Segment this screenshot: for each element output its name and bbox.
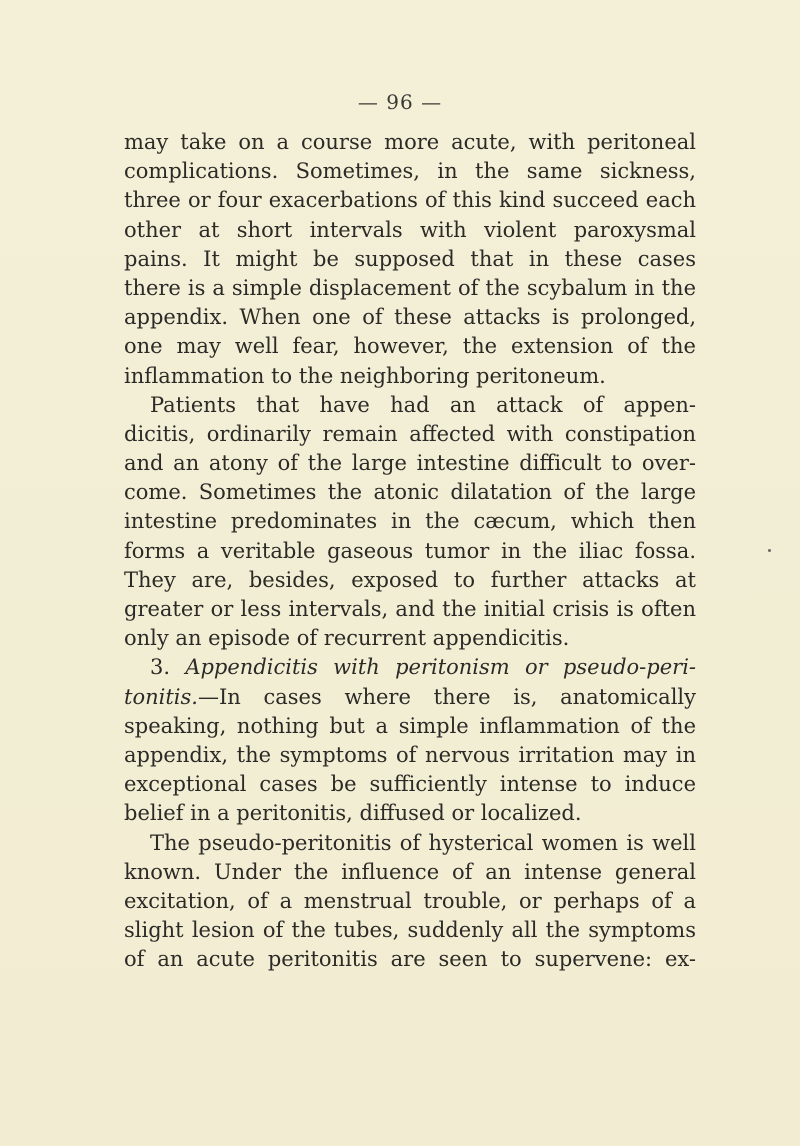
text-line: speaking, nothing but a simple inflammation of the	[124, 713, 696, 738]
text-line: They are, besides, exposed to further attacks at	[124, 567, 696, 592]
text-line: one may well fear, however, the extension of the	[124, 334, 696, 359]
text-line: come. Sometimes the atonic dilatation of the large	[124, 480, 696, 505]
text-line: appendix, the symptoms of nervous irritation may in	[124, 742, 696, 767]
text-line: complications. Sometimes, in the same sickness,	[124, 159, 696, 184]
text-line: may take on a course more acute, with peritoneal	[124, 130, 696, 154]
body-text	[124, 128, 696, 974]
text-line: excitation, of a menstrual trouble, or perhaps of a	[124, 888, 696, 913]
text-line: belief in a peritonitis, diffused or localized.	[124, 801, 582, 826]
text-line: three or four exacerbations of this kind succeed each	[124, 188, 696, 213]
text-line: and an atony of the large intestine difficult to over-	[124, 451, 696, 476]
text-line: exceptional cases be sufficiently intense to induce	[124, 772, 696, 797]
text-line: inflammation to the neighboring peritoneum.	[124, 363, 606, 388]
page-number: — 96 —	[357, 90, 443, 114]
text-line: pains. It might be supposed that in these cases	[124, 246, 696, 271]
section-heading: Appendicitis with peritonism or pseudo-peri-	[185, 655, 696, 680]
section-heading-line: 3. Appendicitis with peritonism or pseudo-peri-	[150, 655, 696, 680]
text-line: intestine predominates in the cæcum, which then	[124, 509, 696, 534]
text-line: known. Under the influence of an intense general	[124, 859, 696, 884]
text-line: Patients that have had an attack of appen-	[150, 392, 696, 417]
text-line: slight lesion of the tubes, suddenly all the symptoms	[124, 918, 696, 943]
text-line: there is a simple displacement of the scybalum in the	[124, 275, 696, 300]
text-line: tonitis.—In cases where there is, anatomically	[124, 684, 696, 709]
text-line: dicitis, ordinarily remain affected with constipation	[124, 421, 696, 446]
text-line: appendix. When one of these attacks is prolonged,	[124, 305, 696, 330]
text-line: The pseudo-peritonitis of hysterical women is well	[150, 830, 696, 855]
text-line: greater or less intervals, and the initial crisis is often	[124, 597, 696, 621]
text-line: of an acute peritonitis are seen to supervene: ex-	[124, 947, 696, 972]
text-line: only an episode of recurrent appendicitis.	[124, 626, 570, 651]
text-line: other at short intervals with violent paroxysmal	[124, 217, 696, 242]
text-line: forms a veritable gaseous tumor in the iliac fossa.	[124, 538, 696, 563]
section-heading: tonitis.	[124, 684, 198, 709]
paper-speck	[768, 549, 771, 552]
